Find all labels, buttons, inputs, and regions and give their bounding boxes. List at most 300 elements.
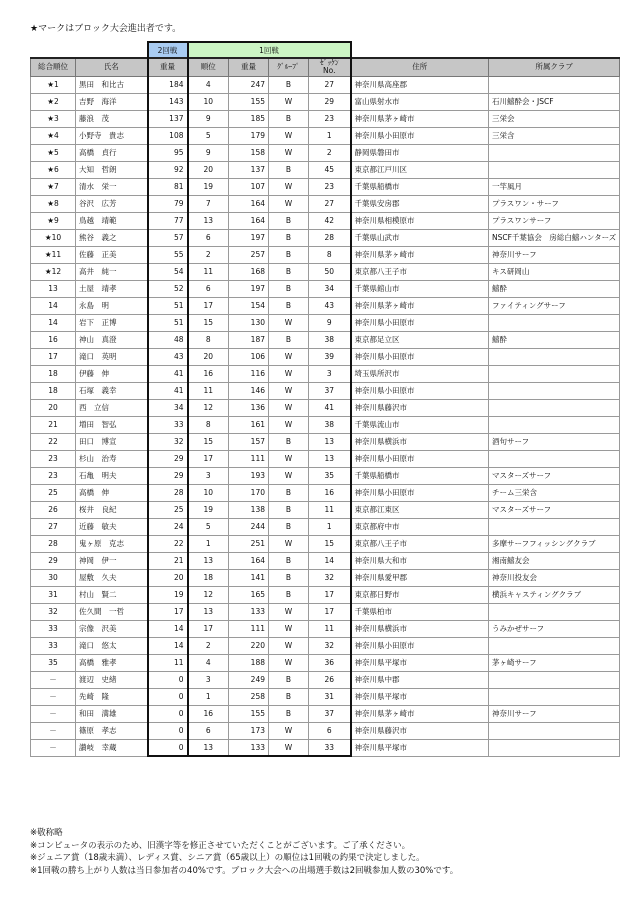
cell-overall-rank: 33 (31, 620, 76, 637)
cell-round1-weight: 155 (229, 705, 269, 722)
cell-club (489, 382, 620, 399)
cell-name: 西 立信 (76, 399, 148, 416)
col-bib (309, 58, 351, 76)
footnote: ※敬称略 (30, 828, 63, 838)
cell-overall-rank: － (31, 739, 76, 756)
cell-group: B (269, 569, 309, 586)
table-row (31, 603, 620, 620)
cell-name: 小野寺 貴志 (76, 127, 148, 144)
cell-round2-weight: 29 (148, 450, 188, 467)
cell-bib: 27 (309, 195, 351, 212)
cell-round1-rank: 1 (188, 535, 229, 552)
cell-club: 酒句サーフ (489, 433, 620, 450)
cell-name: 石亀 明夫 (76, 467, 148, 484)
cell-club: 鱚酔 (489, 331, 620, 348)
cell-bib: 28 (309, 229, 351, 246)
table-row (31, 280, 620, 297)
col-round1-rank: 順位 (188, 58, 229, 76)
cell-round1-weight: 116 (229, 365, 269, 382)
cell-bib: 35 (309, 467, 351, 484)
cell-name: 土屋 靖孝 (76, 280, 148, 297)
cell-bib: 11 (309, 501, 351, 518)
cell-round2-weight: 95 (148, 144, 188, 161)
table-row (31, 518, 620, 535)
cell-round2-weight: 137 (148, 110, 188, 127)
cell-overall-rank: 16 (31, 331, 76, 348)
cell-club (489, 739, 620, 756)
col-bib-label: ｾﾞｯｹﾝ (319, 58, 339, 68)
cell-overall-rank: 18 (31, 382, 76, 399)
cell-overall-rank: 27 (31, 518, 76, 535)
cell-address: 東京都八王子市 (351, 263, 489, 280)
cell-overall-rank: 29 (31, 552, 76, 569)
cell-group: W (269, 739, 309, 756)
cell-overall-rank: ★9 (31, 212, 76, 229)
cell-round2-weight: 57 (148, 229, 188, 246)
cell-round2-weight: 0 (148, 722, 188, 739)
cell-round2-weight: 184 (148, 76, 188, 93)
cell-overall-rank: 14 (31, 297, 76, 314)
cell-club (489, 399, 620, 416)
cell-round1-rank: 20 (188, 161, 229, 178)
table-row (31, 314, 620, 331)
cell-round1-weight: 107 (229, 178, 269, 195)
cell-address: 神奈川県小田原市 (351, 314, 489, 331)
cell-round1-weight: 136 (229, 399, 269, 416)
cell-address: 東京都江東区 (351, 501, 489, 518)
table-row (31, 586, 620, 603)
cell-group: B (269, 280, 309, 297)
cell-club: 神奈川サーフ (489, 246, 620, 263)
cell-name: 神山 真澄 (76, 331, 148, 348)
cell-overall-rank: 32 (31, 603, 76, 620)
cell-club: うみかぜサーフ (489, 620, 620, 637)
cell-round2-weight: 17 (148, 603, 188, 620)
cell-round1-rank: 13 (188, 739, 229, 756)
cell-bib: 34 (309, 280, 351, 297)
table-row (31, 297, 620, 314)
table-row (31, 722, 620, 739)
cell-round2-weight: 41 (148, 365, 188, 382)
cell-club: マスターズサーフ (489, 467, 620, 484)
cell-address: 神奈川県中郡 (351, 671, 489, 688)
cell-overall-rank: 17 (31, 348, 76, 365)
cell-name: 神岡 伊一 (76, 552, 148, 569)
cell-club (489, 161, 620, 178)
cell-club: 一竿風月 (489, 178, 620, 195)
cell-round2-weight: 143 (148, 93, 188, 110)
cell-club (489, 76, 620, 93)
cell-round1-rank: 2 (188, 637, 229, 654)
cell-round1-rank: 19 (188, 178, 229, 195)
cell-name: 熊谷 義之 (76, 229, 148, 246)
cell-address: 千葉県船橋市 (351, 467, 489, 484)
cell-club: 鱚酔 (489, 280, 620, 297)
cell-overall-rank: ★5 (31, 144, 76, 161)
cell-round1-rank: 9 (188, 110, 229, 127)
cell-group: B (269, 433, 309, 450)
cell-address: 神奈川県茅ヶ崎市 (351, 110, 489, 127)
cell-overall-rank: 35 (31, 654, 76, 671)
table-row (31, 637, 620, 654)
top-note: ★マークはブロック大会進出者です。 (30, 24, 182, 34)
cell-club (489, 671, 620, 688)
table-row (31, 127, 620, 144)
cell-round1-rank: 10 (188, 93, 229, 110)
cell-bib: 23 (309, 110, 351, 127)
cell-club: キス研岡山 (489, 263, 620, 280)
table-row (31, 110, 620, 127)
cell-round1-rank: 9 (188, 144, 229, 161)
cell-round2-weight: 54 (148, 263, 188, 280)
cell-group: B (269, 501, 309, 518)
col-bib-no-label: No. (323, 66, 336, 76)
cell-group: B (269, 161, 309, 178)
cell-group: B (269, 671, 309, 688)
cell-club: ファイティングサーフ (489, 297, 620, 314)
col-group: ｸﾞﾙｰﾌﾟ (269, 58, 309, 76)
table-row (31, 739, 620, 756)
cell-club (489, 416, 620, 433)
cell-group: B (269, 484, 309, 501)
cell-name: 伊藤 伸 (76, 365, 148, 382)
cell-name: 篠原 孝志 (76, 722, 148, 739)
cell-club (489, 348, 620, 365)
table-row (31, 705, 620, 722)
cell-address: 千葉県船橋市 (351, 178, 489, 195)
cell-bib: 43 (309, 297, 351, 314)
cell-name: 宗像 沢美 (76, 620, 148, 637)
cell-round2-weight: 25 (148, 501, 188, 518)
cell-round1-weight: 170 (229, 484, 269, 501)
cell-name: 鬼ヶ原 克志 (76, 535, 148, 552)
cell-club: 神奈川投友会 (489, 569, 620, 586)
cell-round1-rank: 1 (188, 688, 229, 705)
results-table (30, 41, 620, 757)
cell-club: マスターズサーフ (489, 501, 620, 518)
cell-round2-weight: 41 (148, 382, 188, 399)
cell-round1-weight: 193 (229, 467, 269, 484)
cell-club (489, 603, 620, 620)
cell-club (489, 722, 620, 739)
cell-round1-rank: 8 (188, 416, 229, 433)
cell-group: W (269, 450, 309, 467)
cell-group: W (269, 144, 309, 161)
cell-address: 神奈川県藤沢市 (351, 399, 489, 416)
table-row (31, 178, 620, 195)
cell-name: 屋敷 久夫 (76, 569, 148, 586)
cell-address: 神奈川県小田原市 (351, 382, 489, 399)
cell-club: 三栄含 (489, 127, 620, 144)
cell-club: 三栄会 (489, 110, 620, 127)
round2-group-header: 2回戦 (148, 42, 188, 58)
cell-round1-rank: 15 (188, 433, 229, 450)
cell-group: W (269, 637, 309, 654)
cell-round2-weight: 11 (148, 654, 188, 671)
table-row (31, 331, 620, 348)
cell-round1-weight: 188 (229, 654, 269, 671)
round1-group-header: 1回戦 (188, 42, 351, 58)
cell-address: 神奈川県茅ヶ崎市 (351, 246, 489, 263)
cell-overall-rank: ★12 (31, 263, 76, 280)
cell-bib: 15 (309, 535, 351, 552)
cell-round1-weight: 130 (229, 314, 269, 331)
table-row (31, 552, 620, 569)
cell-round1-rank: 3 (188, 671, 229, 688)
cell-overall-rank: 22 (31, 433, 76, 450)
cell-address: 千葉県館山市 (351, 280, 489, 297)
cell-round1-weight: 164 (229, 212, 269, 229)
cell-round1-rank: 11 (188, 263, 229, 280)
cell-round2-weight: 0 (148, 671, 188, 688)
cell-bib: 11 (309, 620, 351, 637)
table-row (31, 688, 620, 705)
cell-name: 鳥越 靖範 (76, 212, 148, 229)
cell-address: 神奈川県相模原市 (351, 212, 489, 229)
cell-bib: 13 (309, 433, 351, 450)
cell-name: 和田 満雄 (76, 705, 148, 722)
cell-bib: 32 (309, 637, 351, 654)
footnote: ※1回戦の勝ち上がり人数は当日参加者の40%です。ブロック大会への出場選手数は2回戦参加人数の30%です。 (30, 865, 459, 876)
cell-group: B (269, 212, 309, 229)
cell-round1-weight: 164 (229, 552, 269, 569)
cell-round1-rank: 17 (188, 450, 229, 467)
cell-round1-weight: 141 (229, 569, 269, 586)
cell-club (489, 450, 620, 467)
cell-name: 藤浪 茂 (76, 110, 148, 127)
cell-round1-weight: 111 (229, 450, 269, 467)
header-group-row (31, 42, 620, 58)
cell-bib: 45 (309, 161, 351, 178)
table-row (31, 365, 620, 382)
cell-round1-rank: 4 (188, 654, 229, 671)
cell-round2-weight: 24 (148, 518, 188, 535)
cell-name: 杉山 治寿 (76, 450, 148, 467)
col-round2-weight: 重量 (148, 58, 188, 76)
cell-round1-weight: 161 (229, 416, 269, 433)
cell-group: W (269, 195, 309, 212)
cell-name: 佐久間 一哲 (76, 603, 148, 620)
cell-round1-rank: 10 (188, 484, 229, 501)
cell-club (489, 144, 620, 161)
cell-name: 田口 博宣 (76, 433, 148, 450)
cell-address: 埼玉県所沢市 (351, 365, 489, 382)
cell-round1-rank: 12 (188, 399, 229, 416)
cell-round2-weight: 108 (148, 127, 188, 144)
cell-round1-rank: 13 (188, 603, 229, 620)
cell-bib: 14 (309, 552, 351, 569)
cell-round1-rank: 15 (188, 314, 229, 331)
cell-round1-rank: 12 (188, 586, 229, 603)
cell-bib: 17 (309, 603, 351, 620)
cell-address: 神奈川県高座郡 (351, 76, 489, 93)
cell-group: W (269, 127, 309, 144)
footnote: ※コンピュータの表示のため、旧漢字等を修正させていただくことがございます。ご了承ください。 (30, 840, 411, 851)
col-name: 氏名 (76, 58, 148, 76)
cell-name: 近藤 敏夫 (76, 518, 148, 535)
cell-address: 神奈川県大和市 (351, 552, 489, 569)
cell-group: W (269, 382, 309, 399)
table-row (31, 93, 620, 110)
cell-name: 高橋 貞行 (76, 144, 148, 161)
cell-round1-weight: 138 (229, 501, 269, 518)
cell-bib: 29 (309, 93, 351, 110)
cell-round2-weight: 20 (148, 569, 188, 586)
cell-name: 桜井 良紀 (76, 501, 148, 518)
cell-round1-rank: 5 (188, 518, 229, 535)
footnotes (30, 827, 458, 877)
table-row (31, 484, 620, 501)
cell-club: 石川鱚酔会・JSCF (489, 93, 620, 110)
cell-bib: 38 (309, 331, 351, 348)
cell-round1-rank: 3 (188, 467, 229, 484)
footnote: ※ジュニア賞（18歳未満）、レディス賞、シニア賞（65歳以上）の順位は1回戦の釣果で決定しました。 (30, 853, 425, 863)
cell-round2-weight: 81 (148, 178, 188, 195)
cell-name: 滝口 英明 (76, 348, 148, 365)
col-address: 住所 (351, 58, 489, 76)
cell-address: 千葉県安房郡 (351, 195, 489, 212)
cell-group: B (269, 586, 309, 603)
cell-club: 茅ヶ崎サーフ (489, 654, 620, 671)
cell-name: 増田 智弘 (76, 416, 148, 433)
cell-round2-weight: 29 (148, 467, 188, 484)
cell-overall-rank: ★11 (31, 246, 76, 263)
cell-round1-rank: 6 (188, 229, 229, 246)
cell-address: 神奈川県平塚市 (351, 654, 489, 671)
table-row (31, 433, 620, 450)
cell-overall-rank: ★8 (31, 195, 76, 212)
cell-overall-rank: 18 (31, 365, 76, 382)
cell-bib: 32 (309, 569, 351, 586)
cell-bib: 38 (309, 416, 351, 433)
cell-address: 千葉県柏市 (351, 603, 489, 620)
cell-round1-rank: 13 (188, 552, 229, 569)
cell-round1-rank: 7 (188, 195, 229, 212)
cell-group: W (269, 178, 309, 195)
cell-overall-rank: ★4 (31, 127, 76, 144)
cell-group: W (269, 93, 309, 110)
cell-round1-rank: 16 (188, 705, 229, 722)
cell-group: W (269, 314, 309, 331)
cell-round1-rank: 2 (188, 246, 229, 263)
cell-round1-weight: 249 (229, 671, 269, 688)
cell-round1-rank: 5 (188, 127, 229, 144)
cell-bib: 37 (309, 382, 351, 399)
cell-overall-rank: ★1 (31, 76, 76, 93)
cell-round2-weight: 79 (148, 195, 188, 212)
cell-bib: 1 (309, 127, 351, 144)
cell-round1-weight: 247 (229, 76, 269, 93)
cell-round1-weight: 257 (229, 246, 269, 263)
cell-round1-rank: 13 (188, 212, 229, 229)
cell-round2-weight: 52 (148, 280, 188, 297)
cell-round1-weight: 133 (229, 603, 269, 620)
cell-name: 先崎 隆 (76, 688, 148, 705)
cell-group: B (269, 705, 309, 722)
cell-overall-rank: 30 (31, 569, 76, 586)
cell-club: NSCF千葉協会 房総白鱚ハンターズ (489, 229, 620, 246)
cell-overall-rank: 23 (31, 467, 76, 484)
cell-address: 静岡県磐田市 (351, 144, 489, 161)
cell-round2-weight: 51 (148, 314, 188, 331)
table-row (31, 399, 620, 416)
cell-bib: 8 (309, 246, 351, 263)
table-row (31, 144, 620, 161)
cell-club (489, 688, 620, 705)
table-row (31, 416, 620, 433)
table-row (31, 467, 620, 484)
cell-address: 神奈川県平塚市 (351, 739, 489, 756)
cell-group: W (269, 365, 309, 382)
cell-address: 神奈川県平塚市 (351, 688, 489, 705)
cell-round1-rank: 8 (188, 331, 229, 348)
cell-address: 神奈川県小田原市 (351, 450, 489, 467)
cell-round2-weight: 33 (148, 416, 188, 433)
cell-round1-weight: 157 (229, 433, 269, 450)
cell-overall-rank: 21 (31, 416, 76, 433)
cell-round2-weight: 0 (148, 739, 188, 756)
table-row (31, 263, 620, 280)
cell-round1-weight: 155 (229, 93, 269, 110)
cell-bib: 42 (309, 212, 351, 229)
cell-group: B (269, 518, 309, 535)
cell-round2-weight: 48 (148, 331, 188, 348)
table-row (31, 348, 620, 365)
cell-name: 石塚 義幸 (76, 382, 148, 399)
cell-name: 佐藤 正美 (76, 246, 148, 263)
col-round1-weight: 重量 (229, 58, 269, 76)
cell-group: W (269, 654, 309, 671)
cell-round2-weight: 21 (148, 552, 188, 569)
cell-round2-weight: 22 (148, 535, 188, 552)
cell-round1-rank: 16 (188, 365, 229, 382)
cell-overall-rank: ★6 (31, 161, 76, 178)
table-row (31, 671, 620, 688)
cell-address: 東京都日野市 (351, 586, 489, 603)
table-row (31, 535, 620, 552)
cell-round1-weight: 220 (229, 637, 269, 654)
cell-club (489, 637, 620, 654)
cell-round1-weight: 185 (229, 110, 269, 127)
cell-club: 湘南鱚友会 (489, 552, 620, 569)
cell-round1-weight: 164 (229, 195, 269, 212)
cell-overall-rank: 23 (31, 450, 76, 467)
cell-bib: 50 (309, 263, 351, 280)
cell-bib: 23 (309, 178, 351, 195)
cell-round1-weight: 111 (229, 620, 269, 637)
cell-address: 神奈川県小田原市 (351, 484, 489, 501)
cell-address: 神奈川県小田原市 (351, 127, 489, 144)
cell-address: 神奈川県小田原市 (351, 348, 489, 365)
cell-round1-weight: 179 (229, 127, 269, 144)
cell-bib: 17 (309, 586, 351, 603)
cell-group: W (269, 603, 309, 620)
cell-round1-weight: 258 (229, 688, 269, 705)
cell-name: 讃岐 幸蔵 (76, 739, 148, 756)
cell-overall-rank: － (31, 722, 76, 739)
cell-overall-rank: ★7 (31, 178, 76, 195)
col-club: 所属クラブ (489, 58, 620, 76)
cell-name: 谷沢 広芳 (76, 195, 148, 212)
cell-address: 東京都府中市 (351, 518, 489, 535)
cell-name: 黒田 和比古 (76, 76, 148, 93)
table-row (31, 76, 620, 93)
cell-address: 東京都八王子市 (351, 535, 489, 552)
cell-group: W (269, 620, 309, 637)
cell-name: 清水 栄一 (76, 178, 148, 195)
cell-round1-weight: 173 (229, 722, 269, 739)
cell-name: 高橋 雅孝 (76, 654, 148, 671)
